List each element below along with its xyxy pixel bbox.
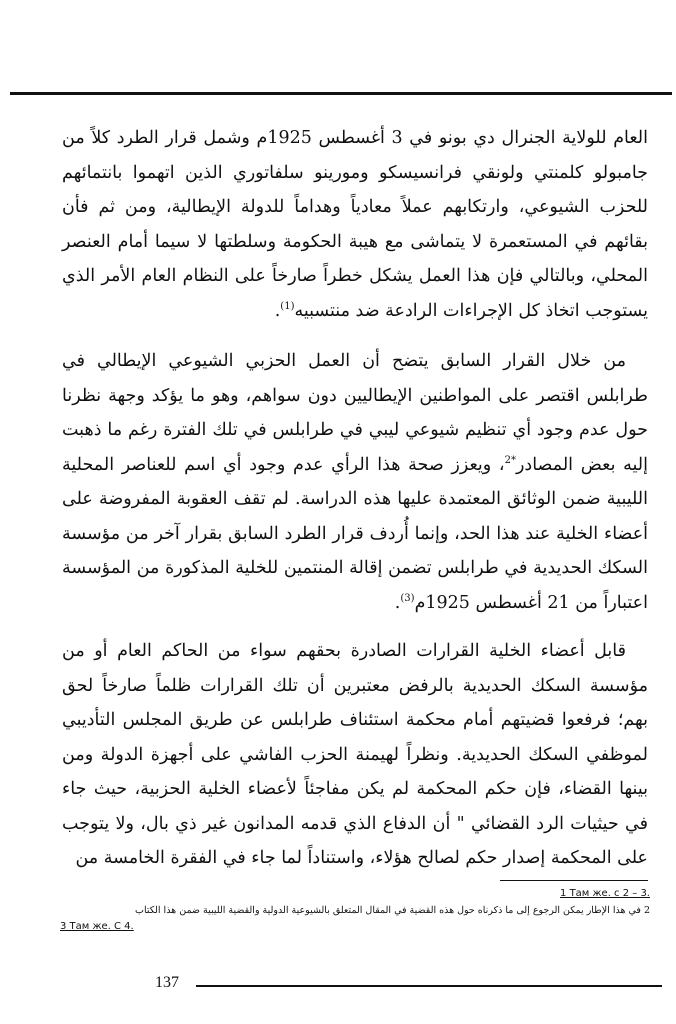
paragraph-2 [62,344,648,620]
paragraph-2-text-b: ، ويعزز صحة هذا الرأي عدم وجود أي اسم للعناصر المحلية الليبية ضمن الوثائق المعتمدة عليها هذه الدراسة. لم تقف العقوبة المفروضة على أعضاء الخلية عند هذا الحد، وإنما أُردف قرار الطرد السابق بقرار آخر من مؤسسة السكك الحديدية في طرابلس تضمن إقالة المنتمين للخلية المذكورة من المؤسسة اعتباراً من 21 أغسطس 1925م [62,454,648,613]
footnote-2: 2 في هذا الإطار يمكن الرجوع إلى ما ذكرناه حول هذه القضية في المقال المتعلق بالشيوعية الدولية والقضية الليبية ضمن هذا الكتاب [135,905,650,916]
footnote-1: 1 Там же. с 2 – 3. [560,888,650,899]
footer-rule [196,985,662,987]
paragraph-3 [62,634,648,876]
paragraph-1 [62,121,648,328]
footnote-separator [500,880,648,881]
paragraph-1-end: . [274,300,281,321]
paragraph-2-end: . [394,592,401,613]
paragraph-2-text-a: من خلال القرار السابق يتضح أن العمل الحزبي الشيوعي الإيطالي في طرابلس اقتصر على المواطنين الإيطاليين دون سواهم، وهو ما يؤكد وجهة نظرنا حول عدم وجود أي تنظيم شيوعي ليبي في طرابلس في تلك الفترة رغم ما ذهبت إليه بعض المصادر [62,351,648,475]
paragraph-3-text: قابل أعضاء الخلية القرارات الصادرة بحقهم سواء من الحاكم العام أو من مؤسسة السكك الحديدية بالرفض معتبرين أن تلك القرارات ظلماً صارخاً لحق بهم؛ فرفعوا قضيتهم أمام محكمة استئناف طرابلس عن طريق المجلس التأديبي لموظفي السكك الحديدية. ونظراً لهيمنة الحزب الفاشي على أجهزة الدولة ومن بينها القضاء، فإن حكم المحكمة لم يكن مفاجئاً لأعضاء الخلية الحزبية، حيث جاء في حيثيات الرد القضائي " أن الدفاع الذي قدمه المدانون غير ذي بال، ولا يتوجب على المحكمة إصدار حكم لصالح هؤلاء، واستناداً لما جاء في الفقرة الخامسة من [62,641,648,868]
paragraph-1-text: العام للولاية الجنرال دي بونو في 3 أغسطس 1925م وشمل قرار الطرد كلاً من جامبولو كلمنتي ولونقي فرانسيسكو ومورينو سلفاتوري الذين اتهموا بانتمائهم للحزب الشيوعي، وارتكابهم عملاً معادياً وهداماً للدولة الإيطالية، ومن ثم فأن بقائهم في المستعمرة لا يتماشى مع هيبة الحكومة وسلطتها لا سيما أمام العنصر المحلي، وبالتالي فإن هذا العمل يشكل خطراً صارخاً على النظام العام الأمر الذي يستوجب اتخاذ كل الإجراءات الرادعة ضد منتسبيه [62,128,648,321]
footnote-ref-1: (1) [280,300,295,312]
footnote-ref-2: *2 [504,454,516,466]
footnote-3: 3 Там же. С 4. [60,921,134,932]
footnote-ref-3: (3) [400,592,415,604]
header-rule [10,92,672,95]
page-number: 137 [155,974,179,991]
